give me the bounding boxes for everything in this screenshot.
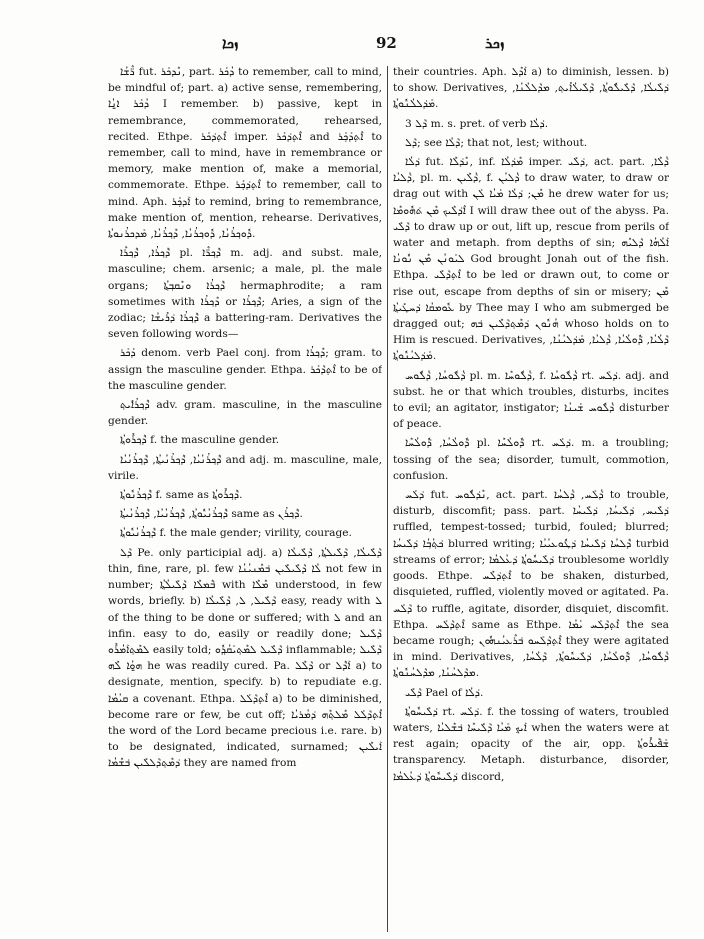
dictionary-entry: ܕ݁ܠܰܚ fut. ܢܶܕ݁ܠܽܘܚ, act. part. ܕ݁ܳܠܰܚ, ܕ݁ܳܠܚܳܐ to trouble, disturb, discomfit; pass. part. ܕ݁ܠܺܝܚ, ܕ݁ܠܺܝܚܳܐ, ܕ݁ܠܺܝܚܳܐ ruffled, tempest-tossed; turbid, fouled; blurred; ܟ݁ܬ݂ܳܒ݂ܳܐ ܕ݁ܠܺܝܚܳܐ blurred writing; ܕ݁ܶܠܚܳܐ ܕ݁ܠܺܝܚܳܐ ܕ݁ܛܽܘܥܝܳܝܳܐ turbid streams of error; ܕ݁ܠܺܝܚܽܘܬ݂ܳܐ ܕ݁ܥܳܠܡܳܐ troublesome worldly goods. Ethpe. ܐܶܬ̣ܕ݁ܠܶܚ to be shaken, disturbed, disquieted, ruffled, violently moved or agitated. Pa. ܕ݁ܰܠܰܚ to ruffle, agitate, disorder, disquiet, discomfit. Ethpa. ܐܶܬ̣ܕ݁ܰܠܰܚ same as Ethpe. ܐܶܬ̣ܕ݁ܰܠܰܚ ܝܰܡܳܐ the sea became rough; ܐܶܬ̣ܕ݁ܰܠܰܚܘ ܒ݁ܪܶܥܝܳܢܗܽܘܢ they were agitated in mind. Derivatives, ܕ݁ܳܠܽܘܚܳܐ, ܕ݁ܽܘܠܳܚܳܐ, ܕ݁ܠܺܝܚܽܘܬ݂ܳܐ, ܕ݁ܰܠܳܚܳܐ, ܡܕ݁ܰܠܚܳܢܳܐ, ܡܕ݁ܰܠܚܳܢܽܘܬ݂ܳܐ. — [393, 489, 669, 680]
dictionary-entry: ܕ݁ܰܠ; see ܕ݁ܰܠܳܐ; that not, lest; without. — [405, 136, 588, 149]
page-header — [0, 34, 704, 58]
dictionary-entry: ܕ݁ܶܟ݂ܪܳܢܳܝܽܘܬ݂ܳܐ f. the male gender; virility, courage. — [120, 527, 352, 540]
dictionary-entry: ܕ݁ܰܠ Pe. only participial adj. a) ܕ݁ܰܠܺܝܠܳܐ, ܕ݁ܰܠܺܝܠܬ݂ܳܐ, ܕ݁ܰܠܺܝܠܳܐ thin, fine, rare, pl. few ܠܳܐ ܕ݁ܰܠܺܝܠܺܝܢ ܒ݁ܡܶܢܝܳܢܳܐ not few in number; ܒ݁ܶܡܠܶܐ ܕ݁ܰܠܺܝܠܳܬ݂ܳܐ with ܡܶܠܶܐ understood, in few words, briefly. b) ܕ݁ܰܠܺܝܠ, ܠ, ܕ݁ܰܠܺܝܠܳܐ easy, ready with ܠ of the thing to be done or suffered; with ܠ and an infin. easy to do, easily or readily done; ܕ݁ܰܠܺܝܠ ܠܡܶܬ݂ܐܰܡܳܪܽܘ easily told; ܕ݁ܰܠܺܝܠ ܠܡܶܬ݂ܝܰܩܳܕ݂ܽܘ inflammable; ܕ݁ܰܠܺܝܠ ܗ̱ܘܳܐ ܠܶܗ he was readily cured. Pa. ܕ݁ܰܠܶܠ or ܐܰܕ݁ܶܠ a) to designate, mention, specify. b) to repudiate e.g. ܩܝܳܡܳܐ a covenant. Ethpa. ܐܶܬ̣ܕ݁ܰܠܰܠ a) to be diminished, become rare or few, be cut off; ܐܶܬ̣ܕ݁ܰܠܰܠ ܡܶܠܬ݂ܶܗ ܕ݁ܡܳܪܝܳܐ the word of the Lord became precious i.e. rare. b) to be designated, indicated, surnamed; ܐܰܝܠܶܝܢ ܕ݁ܡܶܬ݂ܕ݁ܰܠܠܺܝܢ ܒ݁ܫܶܡܳܐ they are named from — [108, 546, 382, 770]
running-head-right: ܙܟܪ — [485, 34, 505, 52]
dictionary-entry: ܕ݁ܠܺܝܚܽܘܬ݂ܳܐ rt. ܕ݁ܠܰܚ. f. the tossing of waters, troubled waters, ܐܰܝܟ݂ ܡܰܝܳܐ ܕ݁ܰܠܺܝܚܶܐ ܒ݁ܫܶܠܝܳܐ when the waters were at rest again; opacity of the air, opp. ܫܰܦ݁ܺܝܪܽܘܬ݂ܳܐ transparency. Metaph. disturbance, disorder, ܕ݁ܠܺܝܚܽܘܬ݂ܳܐ ܕ݁ܥܳܠܡܳܐ discord, — [393, 705, 669, 783]
running-head-left: ܙܟܐ — [222, 34, 239, 52]
dictionary-entry: ܕ݁ܰܠܺܝ Pael of ܕ݁ܠܳܐ. — [405, 686, 484, 699]
dictionary-entry: ܕܰܟܰܪ denom. verb Pael conj. from ܕܶܟ݂ܪܳܐ; gram. to assign the masculine gender. Ethpa. ܐܶܬ̣ܕ݁ܰܟܰܪ to be of the masculine gender. — [108, 347, 382, 392]
right-column — [393, 64, 669, 932]
left-column — [108, 64, 382, 932]
dictionary-entry: ܕ݁ܶܟ݂ܪܳܢܽܘܬ݂ܳܐ f. same as ܕ݁ܶܟ݂ܪܽܘܬ݂ܳܐ. — [120, 489, 243, 502]
dictionary-entry: ܪ̈ܶܫܳܐ fut. ܢܶܕܟܰܪ, part. ܕܳܟܰܪ to remember, call to mind, be mindful of; part. a) active sense, remembering, ܕܳܟܰܪ ܐ̱ܢܳܐ I remember. b) passive, kept in remembrance, commemorated, rehearsed, recited. Ethpe. ܐܶܬ̣ܕ݁ܟܰܪ imper. ܐܶܬ̣ܕ݁ܟܰܪ and ܐܶܬ̣ܕܰܟ̣ܰܪ to remember, call to mind, have in remembrance or memory, make mention of, make a memorial, commemorate. Ethpe. ܐܶܬ̣ܕ݁ܟ̣ܰܪ to remember, call to mind. Aph. ܐܰܕܟ̣ܰܪ to remind, bring to remembrance, make mention of, mention, rehearse. Derivatives, ܕܽܘܟ݂ܪܳܢܳܐ, ܕܽܘܟ݂ܪܳܢܳܐ, ܕܶܟ݂ܪܳܢܳܐ, ܡܰܕܟܪܳܢܘܬܳܐ. — [108, 66, 382, 241]
dictionary-entry: ܕ݁ܶܟ݂ܪܽܘܬ݂ܳܐ f. the masculine gender. — [120, 434, 280, 447]
dictionary-entry: ܕ݁ܳܠܽܘܚܳܐ, ܕ݁ܳܠܽܘܚ pl. m. ܕ݁ܳܠܽܘܚܶܐ, f. ܕ݁ܳܠܽܘܚܳܐ rt. ܕ݁ܠܰܚ. adj. and subst. he or that which troubles, disturbs, incites to evil; an agitator, instigator; ܕ݁ܳܠܽܘܚ ܫܰܝܢܳܐ disturber of peace. — [393, 369, 669, 431]
dictionary-entry: their countries. Aph. ܐܰܕܶܠ a) to diminish, lessen. b) to show. Derivatives, ܕ݁ܠܺܝܠܳܐ, ܕ݁ܰܠܺܝܠܽܘܬ݂ܳܐ, ܕ݁ܰܠܺܝܠܳܐܺܝܬ݂, ܡܕ݁ܰܠܠܳܢܳܐ, ܡܰܕ݁ܠܠܳܢܽܘܬ݂ܳܐ. — [393, 66, 669, 111]
dictionary-entry: ܕ݁ܰܠ 3 m. s. pret. of verb ܕ݁ܠܳܐ. — [405, 117, 549, 130]
dictionary-entry: ܕ݁ܶܟ݂ܪܳܢܳܝܽܘܬ݂ܳܐ, ܕ݁ܶܟ݂ܪܳܢܳܝܳܐ, ܕ݁ܶܟ݂ܪܳܢܳܝܬ݂ܳܐ same as ܕ݁ܶܟ݂ܪܳܢ. — [120, 508, 303, 521]
dictionary-entry: ܕ݁ܠܳܐ fut. ܢܶܕ݁ܠܶܐ, inf. ܡܶܕ݁ܠܳܐ imper. ܕ݁ܠܺܝ, act. part. ܕ݁ܳܠܶܐ, ܕ݁ܳܠܝܳܐ, pl. m. ܕ݁ܳܠܶܝܢ, f. ܕ݁ܳܠܝܳܢ to draw water, to draw or drag out with ܡܶܢ; ܕ݁ܠܳܐ ܡܰܝܳܐ ܠܰܢ he drew water for us; ܐܶܕ݁ܠܶܝܟ ܡܶܢ ܬ݁ܗܽܘܡܶܐ I will draw thee out of the abyss. Pa. ܕ݁ܰܠܺܝ to draw up or out, lift up, rescue from perils of water and metaph. from depths of sin; ܐܰܠܳܗܳܐ ܕ݁ܰܠܝܶܗ ܠܝܰܘܢܳܢ ܡܶܢ ܢܽܘܢܳܐ God brought Jonah out of the fish. Ethpa. ܐܶܬ̣ܕ݁ܰܠܺܝ to be led or drawn out, to come or rise out, escape from depths of sin or misery; ܡܶܢ ܥܽܘܡܩܳܐ ܕ݁ܚܛܺܝܬ݂ܳܐ by Thee may I who am submerged be dragged out; ܗܳܢܽܘܢ ܕ݁ܡܶܬ݂ܕ݁ܰܠܶܝܢ ܒ݁ܗ whoso holds on to Him is rescued. Derivatives, ܕ݁ܰܠܳܝܳܐ, ܕ݁ܽܘܠܳܝܳܐ, ܕ݁ܳܠܝܳܐ, ܡܰܕ݁ܠܝܳܢܳܐ, ܡܰܕ݁ܠܝܳܢܽܘܬ݂ܳܐ. — [393, 156, 669, 363]
dictionary-entry: ܕ݁ܶܟ݂ܪܳܢܳܝܳܐ, ܕ݁ܶܟ݂ܪܳܢܳܝܬ݂ܳܐ, ܕ݁ܶܟ݂ܪܳܢܳܝܳܐ and adj. m. masculine, male, virile. — [108, 453, 382, 482]
column-divider — [387, 66, 388, 932]
dictionary-entry: ܕ݁ܽܘܠܳܚܳܐ, ܕ݁ܽܘܠܳܚܶܐ pl. ܕ݁ܽܘܠܳܚܶܐ rt. ܕ݁ܠܰܚ. m. a troubling; tossing of the sea; disorder, tumult, commotion, confusion. — [393, 437, 669, 482]
dictionary-entry: ܕ݁ܶܟ݂ܪܳܐܺܝܬ݂ adv. gram. masculine, in the masculine gender. — [108, 399, 382, 428]
dictionary-entry: ܕ݁ܶܟ݂ܪܳܐ, ܕ݁ܶܟ݂ܪܶܐ pl. ܕ݁ܶܟ݂ܪ̈ܶܐ m. adj. and subst. male, masculine; chem. arsenic; a male, pl. the male organs; ܕ݁ܶܟ݂ܪܳܐ ܘܢܶܩܒ݂ܬ݂ܳܐ hermaphrodite; a ram sometimes with ܕܶܟ݂ܪܳܐ or ܕ݁ܶܟ݂ܪܳܐ; Aries, a sign of the zodiac; ܕ݁ܶܟ݂ܪܳܐ ܕ݁ܪܺܝܫܳܐ a battering-ram. Derivatives the seven following words— — [108, 247, 382, 341]
page-number: 92 — [376, 34, 397, 52]
